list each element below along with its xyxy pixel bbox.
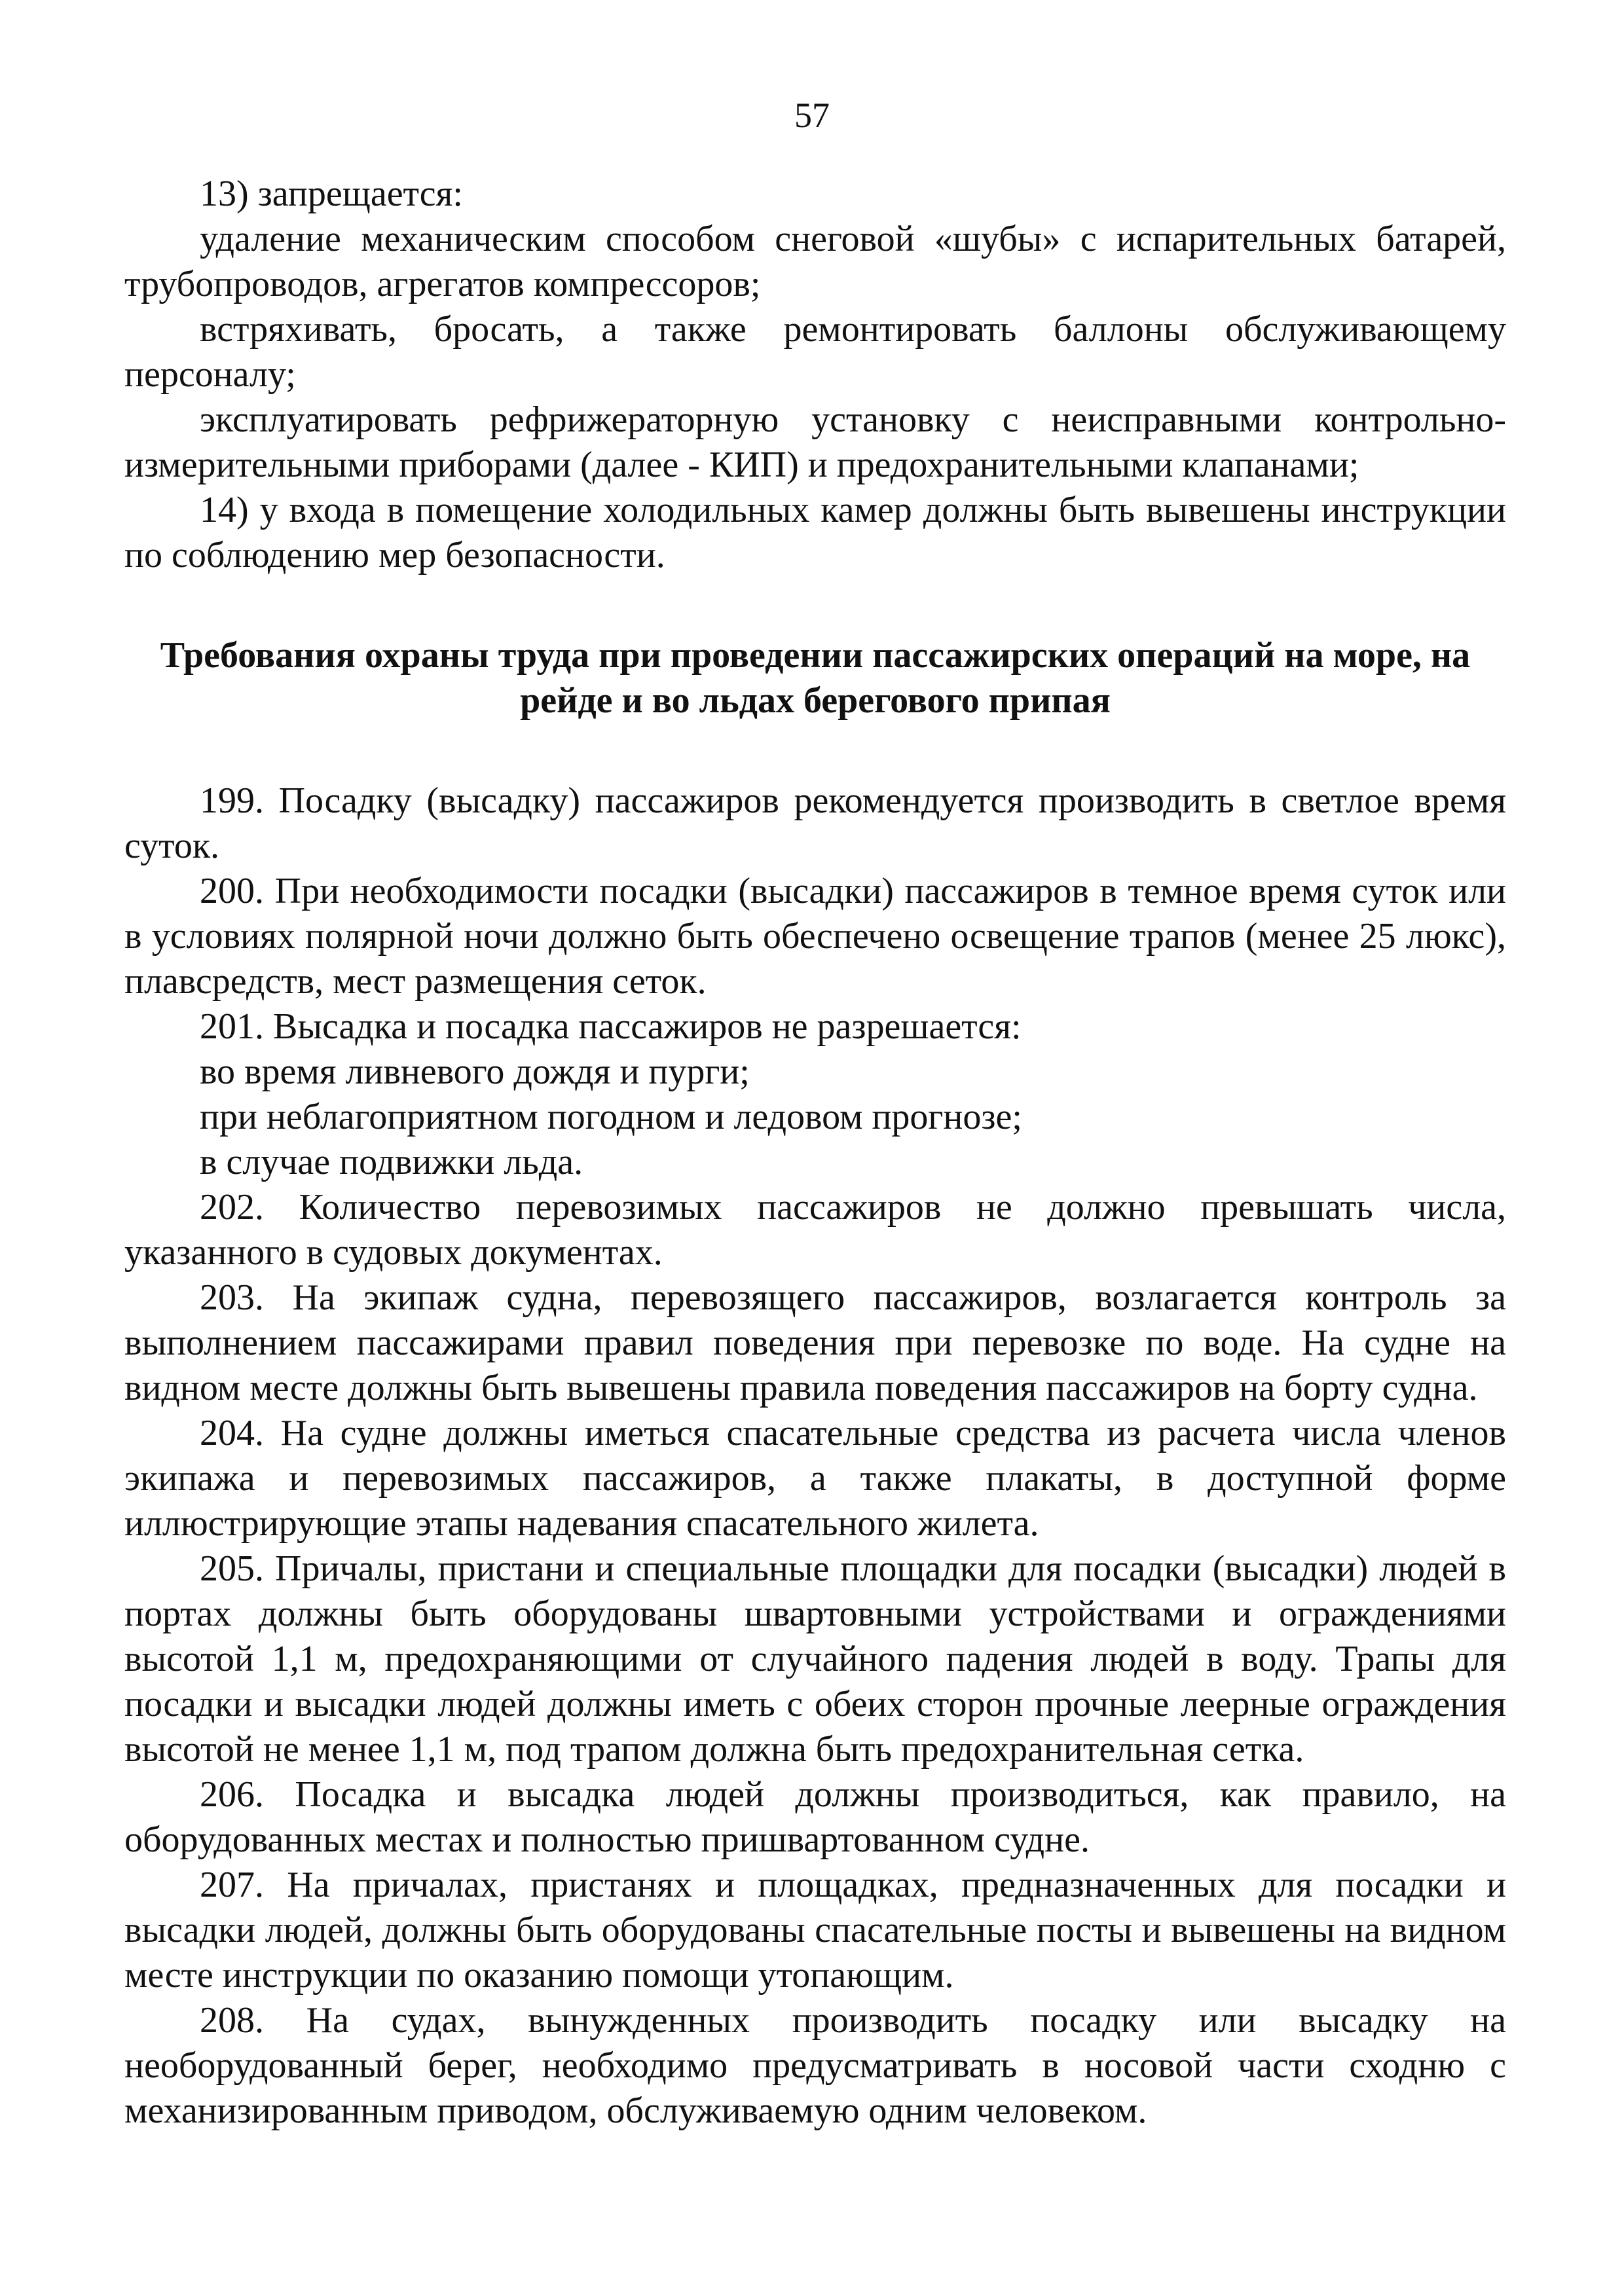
- paragraph-199: 199. Посадку (высадку) пассажиров рекомендуется производить в светлое время суток.: [124, 780, 1506, 866]
- paragraph-202: 202. Количество перевозимых пассажиров не должно превышать числа, указанного в судовых документах.: [124, 1187, 1506, 1273]
- page-number: 57: [794, 96, 830, 135]
- paragraph-203: 203. На экипаж судна, перевозящего пассажиров, возлагается контроль за выполнением пассажирами правил поведения при перевозке по воде. На судне на видном месте должны быть вывешены правила поведения пассажиров на борту судна.: [124, 1277, 1506, 1408]
- document-body: [124, 172, 1506, 2134]
- paragraph-201-item: во время ливневого дождя и пурги;: [200, 1051, 750, 1092]
- paragraph-206: 206. Посадка и высадка людей должны производиться, как правило, на оборудованных местах и полностью пришвартованном судне.: [124, 1774, 1506, 1860]
- paragraph-201-item: при неблагоприятном погодном и ледовом прогнозе;: [200, 1097, 1022, 1137]
- clause-13-item: удаление механическим способом снеговой «шубы» с испарительных батарей, трубопроводов, агрегатов компрессоров;: [124, 219, 1506, 304]
- paragraph-204: 204. На судне должны иметься спасательные средства из расчета числа членов экипажа и перевозимых пассажиров, а также плакаты, в доступной форме иллюстрирующие этапы надевания спасательного жилета.: [124, 1413, 1506, 1544]
- clause-13-item: эксплуатировать рефрижераторную установку с неисправными контрольно-измерительными приборами (далее - КИП) и предохранительными клапанами;: [124, 399, 1506, 485]
- clause-14: 14) у входа в помещение холодильных камер должны быть вывешены инструкции по соблюдению мер безопасности.: [124, 490, 1506, 575]
- clause-13-title: 13) запрещается:: [200, 173, 463, 214]
- paragraph-201: 201. Высадка и посадка пассажиров не разрешается:: [200, 1006, 1022, 1047]
- paragraph-208: 208. На судах, вынужденных производить посадку или высадку на необорудованный берег, необходимо предусматривать в носовой части сходню с механизированным приводом, обслуживаемую одним человеком.: [124, 2000, 1506, 2131]
- paragraph-200: 200. При необходимости посадки (высадки) пассажиров в темное время суток или в условиях полярной ночи должно быть обеспечено освещение трапов (менее 25 люкс), плавсредств, мест размещения сеток.: [124, 871, 1506, 1002]
- paragraph-207: 207. На причалах, пристанях и площадках, предназначенных для посадки и высадки людей, должны быть оборудованы спасательные посты и вывешены на видном месте инструкции по оказанию помощи утопающим.: [124, 1865, 1506, 1995]
- section-heading: Требования охраны труда при проведении пассажирских операций на море, на рейде и во льдах берегового припая: [160, 635, 1471, 721]
- paragraph-201-item: в случае подвижки льда.: [200, 1142, 583, 1182]
- clause-13-item: встряхивать, бросать, а также ремонтировать баллоны обслуживающему персоналу;: [124, 309, 1506, 395]
- paragraph-205: 205. Причалы, пристани и специальные площадки для посадки (высадки) людей в портах должны быть оборудованы швартовными устройствами и ограждениями высотой 1,1 м, предохраняющими от случайного падения людей в воду. Трапы для посадки и высадки людей должны иметь с обеих сторон прочные леерные ограждения высотой не менее 1,1 м, под трапом должна быть предохранительная сетка.: [124, 1548, 1506, 1770]
